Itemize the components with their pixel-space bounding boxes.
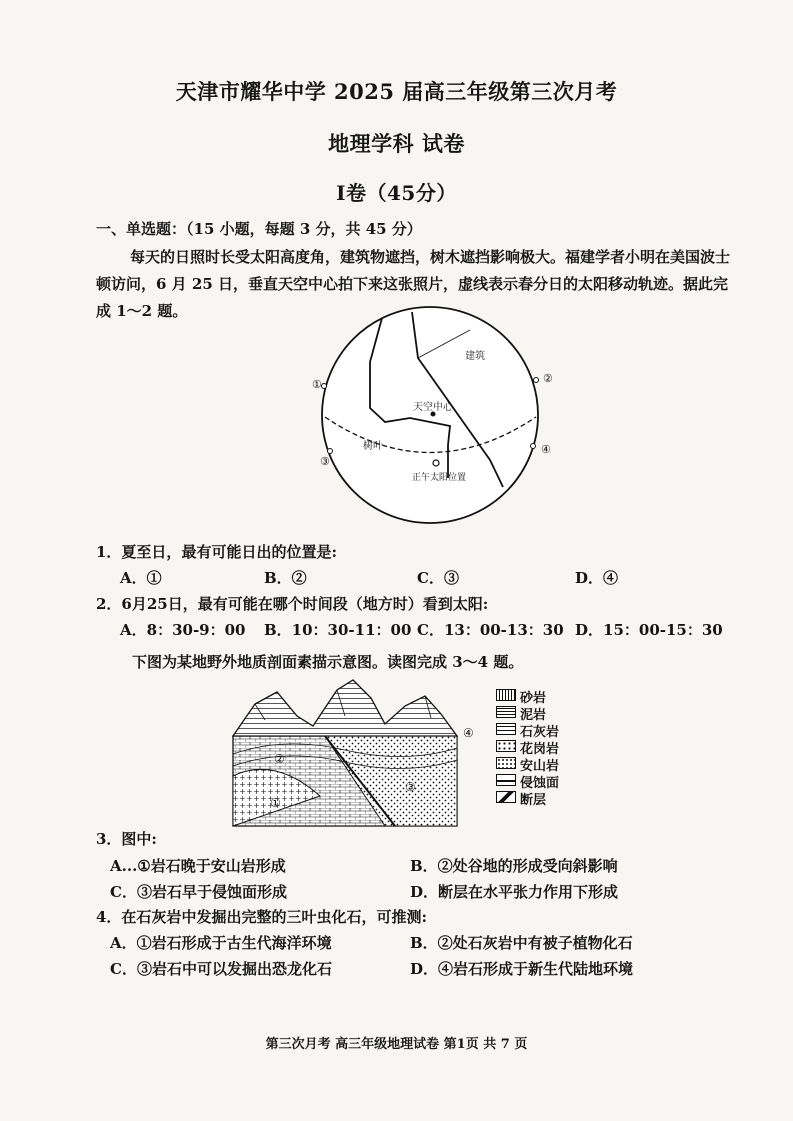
q4-option-a[interactable]: A．①岩石形成于古生代海洋环境	[110, 934, 332, 952]
label-tree: 树叶	[363, 441, 383, 452]
marker-4: ④	[541, 443, 551, 456]
q1-option-d[interactable]: D．④	[575, 569, 619, 587]
sky-photo-diagram	[300, 300, 560, 530]
q1-option-c[interactable]: C．③	[417, 569, 459, 587]
q1-option-a[interactable]: A．①	[120, 569, 162, 587]
q2-stem: 2．6月25日，最有可能在哪个时间段（地方时）看到太阳:	[96, 595, 489, 613]
legend-sandstone: 砂岩	[496, 688, 606, 704]
q3-option-c[interactable]: C．③岩石早于侵蚀面形成	[110, 883, 287, 901]
legend-andesite: 安山岩	[496, 756, 606, 772]
q4-option-b[interactable]: B．②处石灰岩中有被子植物化石	[410, 934, 633, 952]
legend-erosion-surface: 侵蚀面	[496, 773, 606, 789]
geo-marker-4: ④	[463, 726, 474, 740]
intro-q1-2: 每天的日照时长受太阳高度角，建筑物遮挡，树木遮挡影响极大。福建学者小明在美国波士顿访问，6 月 25 日，垂直天空中心拍下来这张照片，虚线表示春分日的太阳移动轨迹。据此完成 1～2 题。	[96, 248, 731, 320]
q4-stem: 4．在石灰岩中发掘出完整的三叶虫化石，可推测:	[96, 908, 427, 926]
q3-option-d[interactable]: D．断层在水平张力作用下形成	[410, 883, 619, 901]
q3-option-a[interactable]: A...①岩石晚于安山岩形成	[110, 857, 286, 875]
q3-stem: 3．图中:	[96, 830, 157, 848]
geology-cross-section	[225, 676, 495, 832]
q1-stem: 1．夏至日，最有可能日出的位置是:	[96, 543, 337, 561]
exam-title: 天津市耀华中学 2025 届高三年级第三次月考	[175, 79, 618, 104]
q2-option-d[interactable]: D．15：00-15：30	[575, 621, 723, 639]
geology-legend	[496, 688, 606, 813]
q2-option-b[interactable]: B．10：30-11：00	[264, 621, 412, 639]
q4-option-c[interactable]: C．③岩石中可以发掘出恐龙化石	[110, 960, 332, 978]
legend-granite: 花岗岩	[496, 739, 606, 755]
exam-part: Ⅰ卷（45分）	[336, 181, 457, 205]
legend-limestone: 石灰岩	[496, 722, 606, 738]
exam-subject: 地理学科 试卷	[328, 131, 465, 156]
marker-3: ③	[320, 455, 330, 468]
label-sky-center: 天空中心	[413, 402, 453, 413]
q2-option-c[interactable]: C．13：00-13：30	[417, 621, 564, 639]
q4-option-d[interactable]: D．④岩石形成于新生代陆地环境	[410, 960, 634, 978]
marker-1: ①	[312, 378, 322, 391]
marker-2: ②	[543, 372, 553, 385]
intro-q3-4: 下图为某地野外地质剖面素描示意图。读图完成 3～4 题。	[132, 653, 524, 671]
label-noon-sun: 正午太阳位置	[412, 473, 467, 483]
label-building: 建筑	[465, 351, 485, 362]
geo-marker-1: ①	[270, 796, 281, 810]
q2-option-a[interactable]: A．8：30-9：00	[120, 621, 246, 639]
q3-option-b[interactable]: B．②处谷地的形成受向斜影响	[410, 857, 618, 875]
legend-fault: 断层	[496, 790, 606, 806]
page-footer: 第三次月考 高三年级地理试卷 第1页 共 7 页	[265, 1037, 528, 1052]
geo-marker-2: ②	[274, 752, 285, 766]
q1-option-b[interactable]: B．②	[264, 569, 307, 587]
section-heading: 一、单选题：（15 小题，每题 3 分，共 45 分）	[96, 220, 422, 238]
geo-marker-3: ③	[405, 780, 416, 794]
legend-mudstone: 泥岩	[496, 705, 606, 721]
